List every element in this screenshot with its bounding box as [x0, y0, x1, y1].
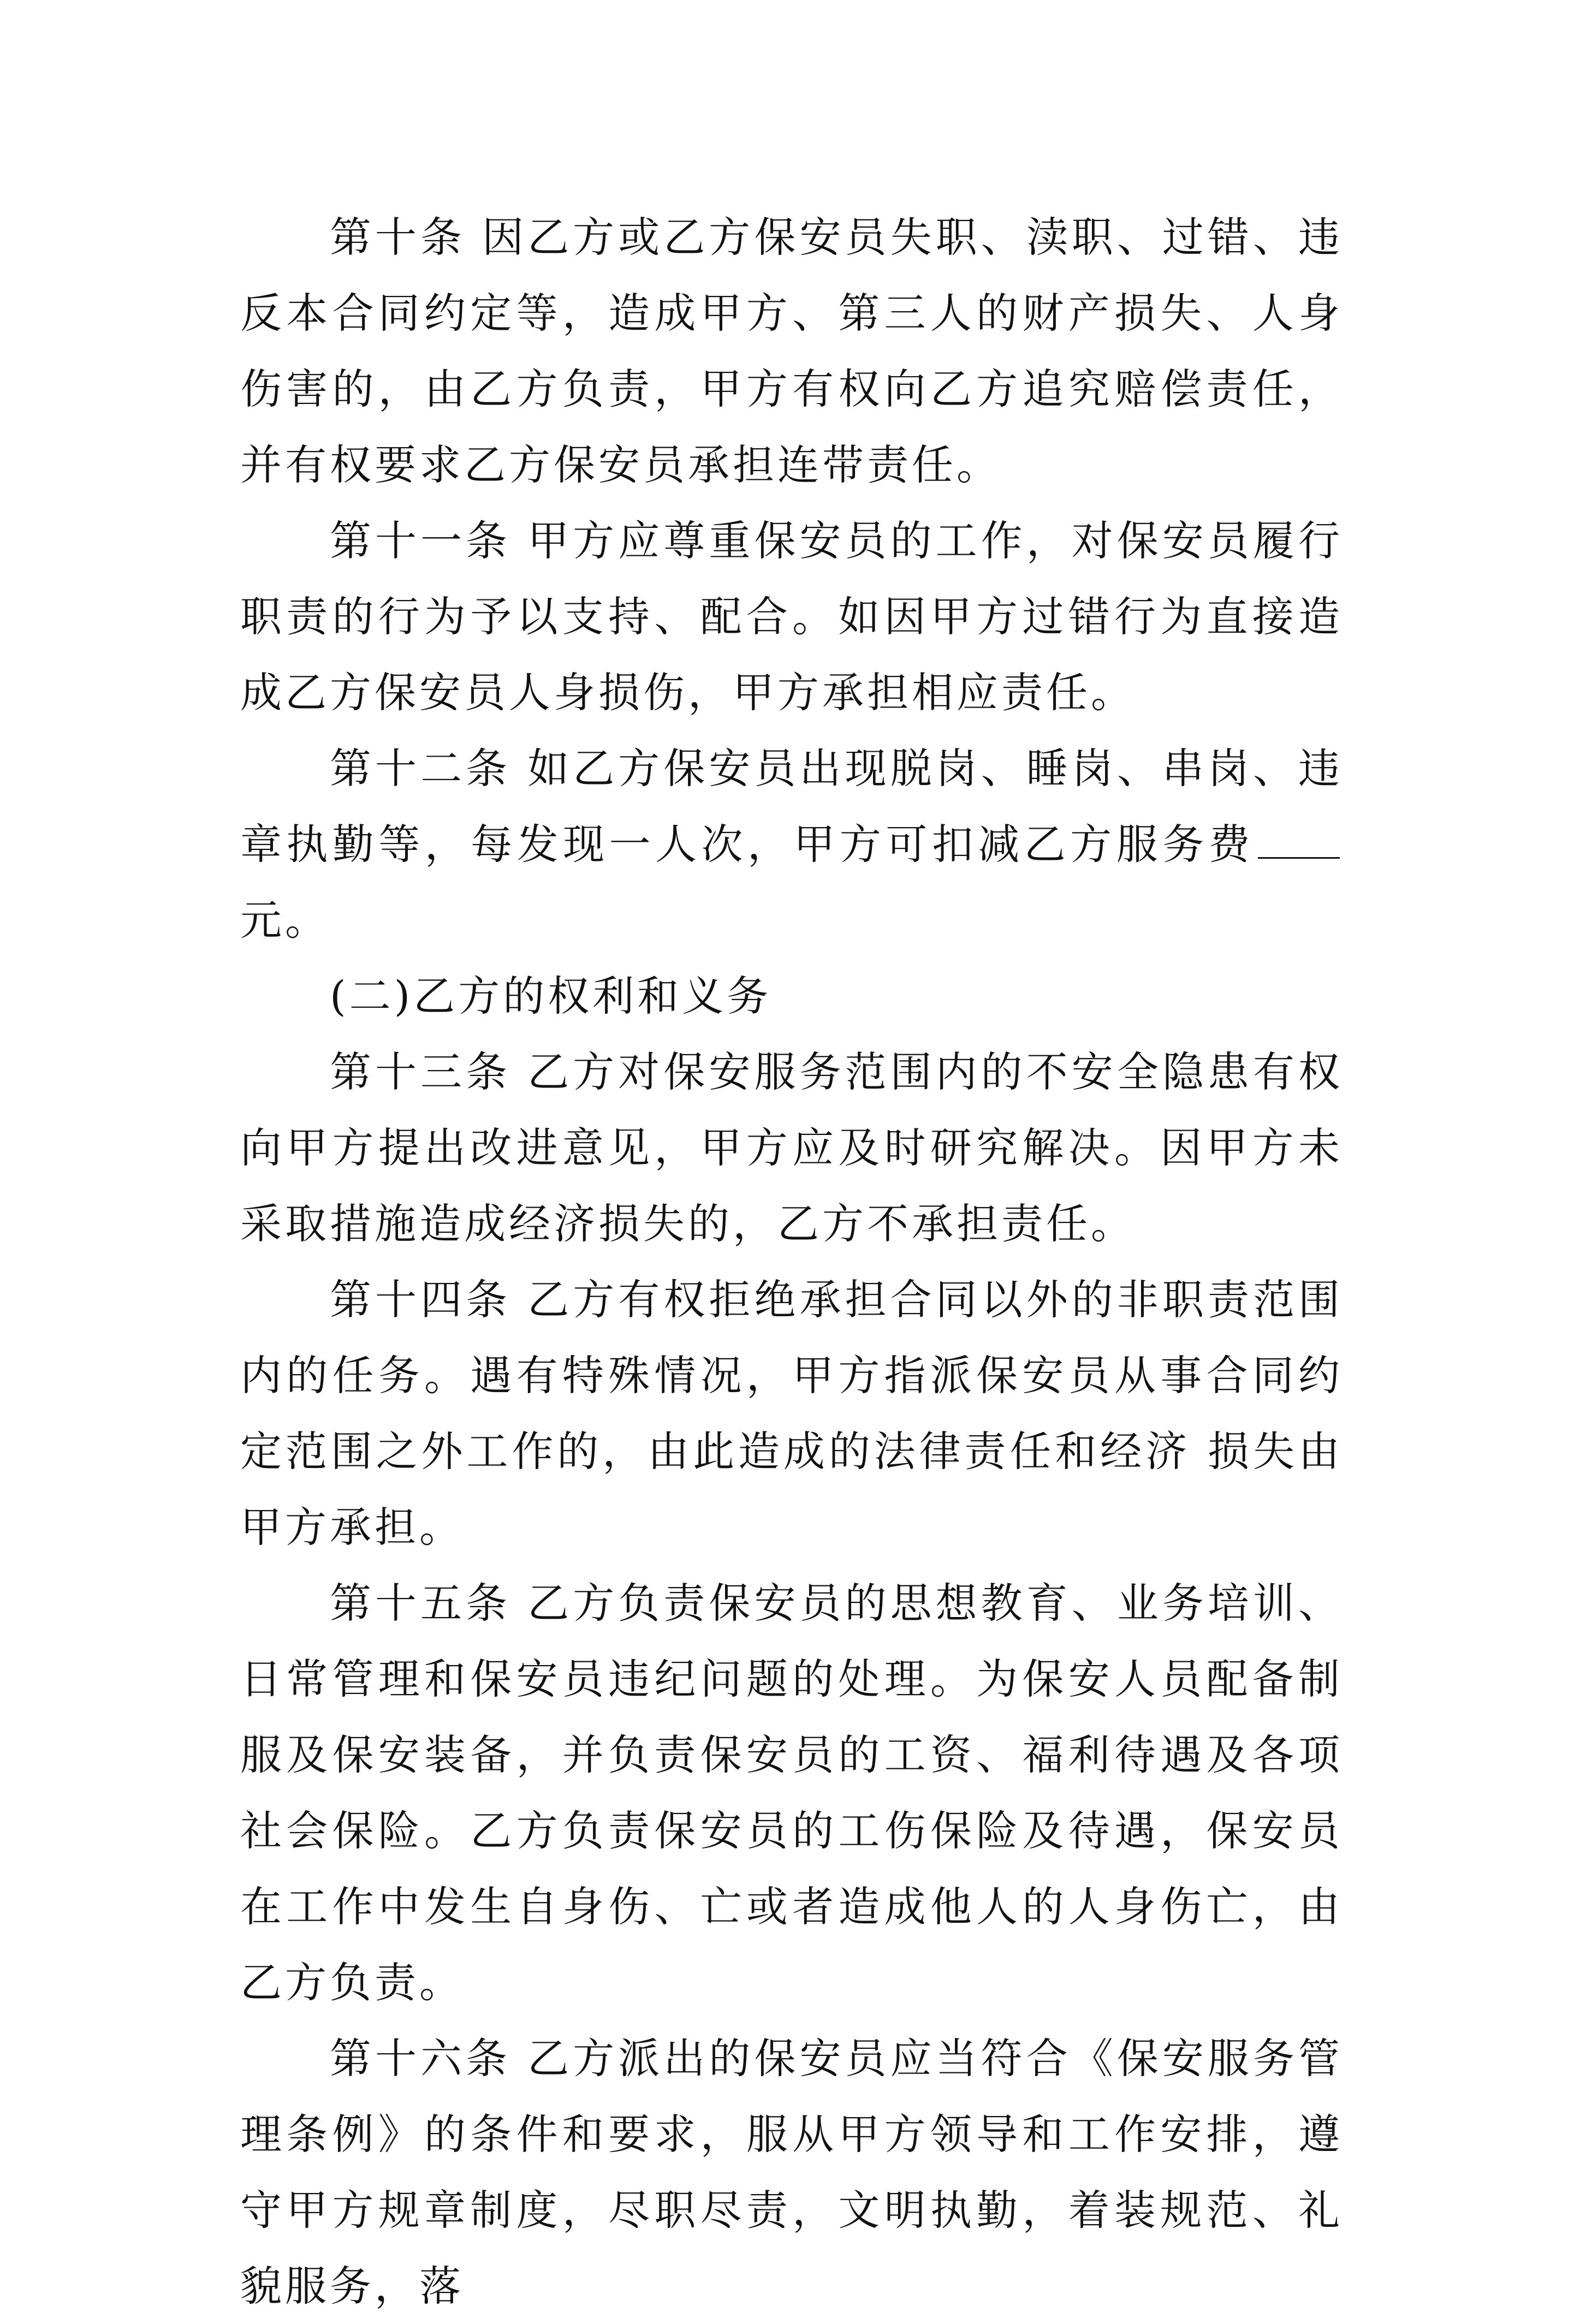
article-text: 乙方有权拒绝承担合同以外的非职责范围内的任务。遇有特殊情况，甲方指派保安员从事合同约定范围之外工作的，由此造成的法律责任和经济 损失由甲方承担。 — [240, 1275, 1344, 1552]
article-16-paragraph — [240, 2020, 1343, 2324]
article-number: 第十三条 — [330, 1048, 512, 1096]
article-number: 第十二条 — [330, 744, 512, 793]
article-text: 乙方负责保安员的思想教育、业务培训、日常管理和保安员违纪问题的处理。为保安人员配备制服及保安装备，并负责保安员的工资、福利待遇及各项社会保险。乙方负责保安员的工伤保险及待遇，保安员在工作中发生自身伤、亡或者造成他人的人身伤亡，由乙方负责。 — [240, 1579, 1344, 2007]
article-11-paragraph — [240, 503, 1343, 730]
article-text: 乙方派出的保安员应当符合《保安服务管理条例》的条件和要求，服从甲方领导和工作安排，遵守甲方规章制度，尽职尽责，文明执勤，着装规范、礼貌服务，落 — [240, 2034, 1344, 2310]
article-number: 第十四条 — [330, 1275, 512, 1324]
article-text: 因乙方或乙方保安员失职、渎职、过错、违反本合同约定等，造成甲方、第三人的财产损失、人身伤害的，由乙方负责，甲方有权向乙方追究赔偿责任，并有权要求乙方保安员承担连带责任。 — [240, 213, 1344, 489]
article-10-paragraph — [240, 199, 1343, 503]
fill-in-blank — [1258, 819, 1340, 859]
article-number: 第十条 — [330, 213, 466, 261]
article-text-suffix: 元。 — [240, 896, 330, 944]
article-text: 如乙方保安员出现脱岗、睡岗、串岗、违章执勤等，每发现一人次，甲方可扣减乙方服务费 — [240, 744, 1344, 869]
article-number: 第十一条 — [330, 516, 512, 565]
article-15-paragraph — [240, 1565, 1343, 2020]
article-number: 第十六条 — [330, 2034, 512, 2083]
article-12-paragraph — [240, 730, 1343, 958]
document-body — [240, 199, 1343, 2324]
article-text: 乙方对保安服务范围内的不安全隐患有权向甲方提出改进意见，甲方应及时研究解决。因甲方未采取措施造成经济损失的，乙方不承担责任。 — [240, 1048, 1344, 1248]
section-heading: (二)乙方的权利和义务 — [330, 972, 772, 1020]
article-text: 甲方应尊重保安员的工作，对保安员履行职责的行为予以支持、配合。如因甲方过错行为直接造成乙方保安员人身损伤，甲方承担相应责任。 — [240, 516, 1344, 717]
article-13-paragraph — [240, 1034, 1343, 1262]
article-number: 第十五条 — [330, 1579, 512, 1627]
article-14-paragraph — [240, 1262, 1343, 1565]
